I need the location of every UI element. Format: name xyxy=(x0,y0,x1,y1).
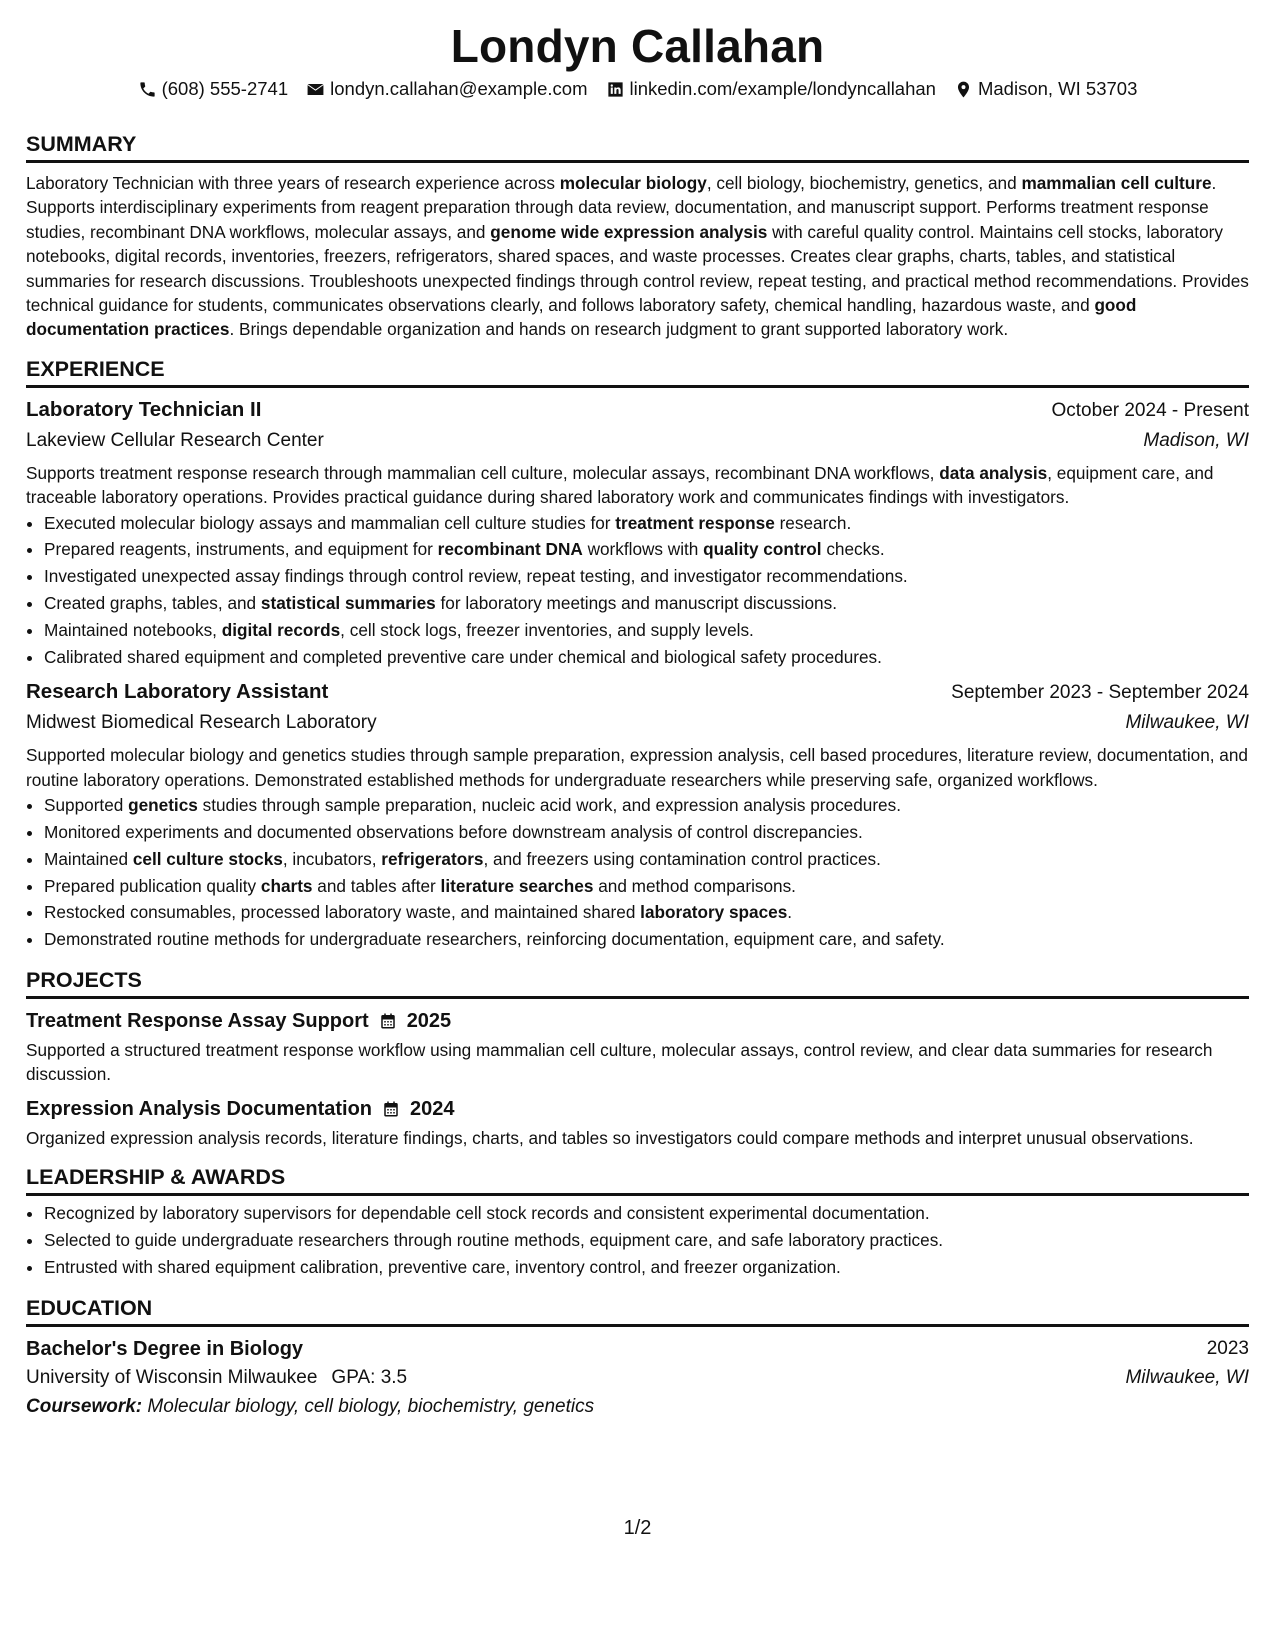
job-description: Supported molecular biology and genetics studies through sample preparation, expression analysis, cell based procedures, literature review, documentation, and routine laboratory operations. Demonstrated established methods for undergraduate researchers while preserving safe, organized workflows. xyxy=(26,745,1248,790)
list-item: • Entrusted with shared equipment calibration, preventive care, inventory control, and freezer organization. xyxy=(44,1254,1249,1281)
education-header xyxy=(26,1335,1249,1363)
school-name: University of Wisconsin Milwaukee xyxy=(26,1366,318,1388)
projects-section xyxy=(26,967,1249,1150)
map-pin-icon xyxy=(954,80,973,99)
graduation-year: 2023 xyxy=(1206,1337,1249,1359)
job-subheader xyxy=(26,427,1249,455)
phone-text: (608) 555-2741 xyxy=(161,78,289,99)
calendar-icon xyxy=(379,1012,397,1030)
project-description: Supported a structured treatment response workflow using mammalian cell culture, molecular assays, control review, and clear data summaries for research discussion. xyxy=(26,1040,1213,1085)
school-location: Milwaukee, WI xyxy=(1125,1366,1249,1388)
list-item: • Selected to guide undergraduate researchers through routine methods, equipment care, and safe laboratory practices. xyxy=(44,1227,1249,1254)
list-item: • Demonstrated routine methods for undergraduate researchers, reinforcing documentation, equipment care, and safety. xyxy=(44,926,1249,953)
list-item: • Investigated unexpected assay findings through control review, repeat testing, and investigator recommendations. xyxy=(44,563,1249,590)
job-organization: Lakeview Cellular Research Center xyxy=(26,429,324,451)
job-dates: October 2024 - Present xyxy=(1051,399,1249,421)
coursework-label: Coursework: xyxy=(26,1395,143,1417)
list-item: • Restocked consumables, processed laboratory waste, and maintained shared laboratory spaces. xyxy=(44,899,1249,926)
project-description: Organized expression analysis records, literature findings, charts, and tables so investigators could compare methods and interpret unusual observations. xyxy=(26,1127,1194,1148)
education-heading: EDUCATION xyxy=(26,1295,1249,1327)
job-header xyxy=(26,678,1249,707)
experience-heading: EXPERIENCE xyxy=(26,356,1249,388)
job-location: Milwaukee, WI xyxy=(1125,712,1249,734)
list-item: • Monitored experiments and documented observations before downstream analysis of control discrepancies. xyxy=(44,819,1249,846)
job-description: Supports treatment response research through mammalian cell culture, molecular assays, recombinant DNA workflows, data analysis, equipment care, and traceable laboratory operations. Provides practical guidance during shared laboratory work and communicates findings with investigators. xyxy=(26,462,1214,508)
coursework-list: Molecular biology, cell biology, biochemistry, genetics xyxy=(142,1395,595,1417)
project-header xyxy=(26,1095,1249,1123)
list-item: • Recognized by laboratory supervisors for dependable cell stock records and consistent experimental documentation. xyxy=(44,1200,1249,1227)
list-item: • Supported genetics studies through sample preparation, nucleic acid work, and expression analysis procedures. xyxy=(44,792,1249,819)
list-item: • Calibrated shared equipment and completed preventive care under chemical and biological safety procedures. xyxy=(44,644,1249,671)
page-number: 1/2 xyxy=(623,1517,652,1539)
leadership-heading: LEADERSHIP & AWARDS xyxy=(26,1164,1249,1196)
education-section xyxy=(26,1295,1249,1421)
list-item: • Executed molecular biology assays and mammalian cell culture studies for treatment response research. xyxy=(44,510,1249,537)
linkedin-link[interactable]: linkedin.com/example/londyncallahan xyxy=(629,78,936,99)
project-name: Expression Analysis Documentation xyxy=(26,1097,373,1120)
list-item: • Maintained cell culture stocks, incubators, refrigerators, and freezers using contamination control practices. xyxy=(44,846,1249,873)
job-header xyxy=(26,396,1249,425)
summary-text: Laboratory Technician with three years of research experience across molecular biology, cell biology, biochemistry, genetics, and mammalian cell culture. Supports interdisciplinary experiments from reagent preparation through data review, documentation, and manuscript support. Performs treatment response studies, recombinant DNA workflows, molecular assays, and genome wide expression analysis with careful quality control. Maintains cell stocks, laboratory notebooks, digital records, inventories, freezers, refrigerators, shared spaces, and waste processes. Creates clear graphs, charts, tables, and statistical summaries for research discussions. Troubleshoots unexpected findings through control review, repeat testing, and practical method recommendations. Provides technical guidance for students, communicates observations clearly, and follows laboratory safety, chemical handling, hazardous waste, and good documentation practices. Brings dependable organization and hands on research judgment to grant supported laboratory work. xyxy=(26,173,1249,340)
project-year: 2025 xyxy=(406,1010,452,1033)
contact-bar xyxy=(26,77,1249,101)
project-entry xyxy=(26,1095,1249,1150)
linkedin-icon xyxy=(606,80,625,99)
experience-section xyxy=(26,356,1249,953)
job-title: Research Laboratory Assistant xyxy=(26,680,329,704)
leadership-bullets xyxy=(26,1200,1249,1280)
coursework xyxy=(26,1393,1249,1421)
job-entry xyxy=(26,678,1249,953)
summary-heading: SUMMARY xyxy=(26,131,1249,163)
education-subheader xyxy=(26,1364,1249,1392)
job-bullets xyxy=(26,792,1249,953)
email-link[interactable]: londyn.callahan@example.com xyxy=(330,78,588,99)
candidate-name: Londyn Callahan xyxy=(450,20,825,72)
project-header xyxy=(26,1007,1249,1035)
projects-heading: PROJECTS xyxy=(26,967,1249,999)
job-title: Laboratory Technician II xyxy=(26,397,262,421)
project-name: Treatment Response Assay Support xyxy=(26,1010,369,1033)
gpa: GPA: 3.5 xyxy=(331,1366,408,1388)
location-text: Madison, WI 53703 xyxy=(977,78,1138,99)
job-dates: September 2023 - September 2024 xyxy=(951,682,1249,704)
list-item: • Prepared reagents, instruments, and equipment for recombinant DNA workflows with quality control checks. xyxy=(44,536,1249,563)
envelope-icon xyxy=(306,80,325,99)
school-line xyxy=(26,1364,407,1392)
list-item: • Maintained notebooks, digital records, cell stock logs, freezer inventories, and supply levels. xyxy=(44,617,1249,644)
contact-email[interactable] xyxy=(306,77,587,101)
job-entry xyxy=(26,396,1249,671)
list-item: • Created graphs, tables, and statistical summaries for laboratory meetings and manuscript discussions. xyxy=(44,590,1249,617)
summary-section xyxy=(26,131,1249,342)
job-organization: Midwest Biomedical Research Laboratory xyxy=(26,712,377,734)
leadership-section xyxy=(26,1164,1249,1280)
project-entry xyxy=(26,1007,1249,1087)
contact-location xyxy=(954,77,1137,101)
job-location: Madison, WI xyxy=(1143,429,1249,451)
job-subheader xyxy=(26,709,1249,737)
project-year: 2024 xyxy=(410,1097,455,1120)
contact-phone xyxy=(138,77,289,101)
list-item: • Prepared publication quality charts and tables after literature searches and method comparisons. xyxy=(44,873,1249,900)
calendar-icon xyxy=(382,1100,400,1118)
resume-page xyxy=(26,18,1249,1421)
job-bullets xyxy=(26,510,1249,671)
contact-linkedin[interactable] xyxy=(606,77,936,101)
phone-icon xyxy=(138,80,157,99)
degree: Bachelor's Degree in Biology xyxy=(26,1337,304,1360)
